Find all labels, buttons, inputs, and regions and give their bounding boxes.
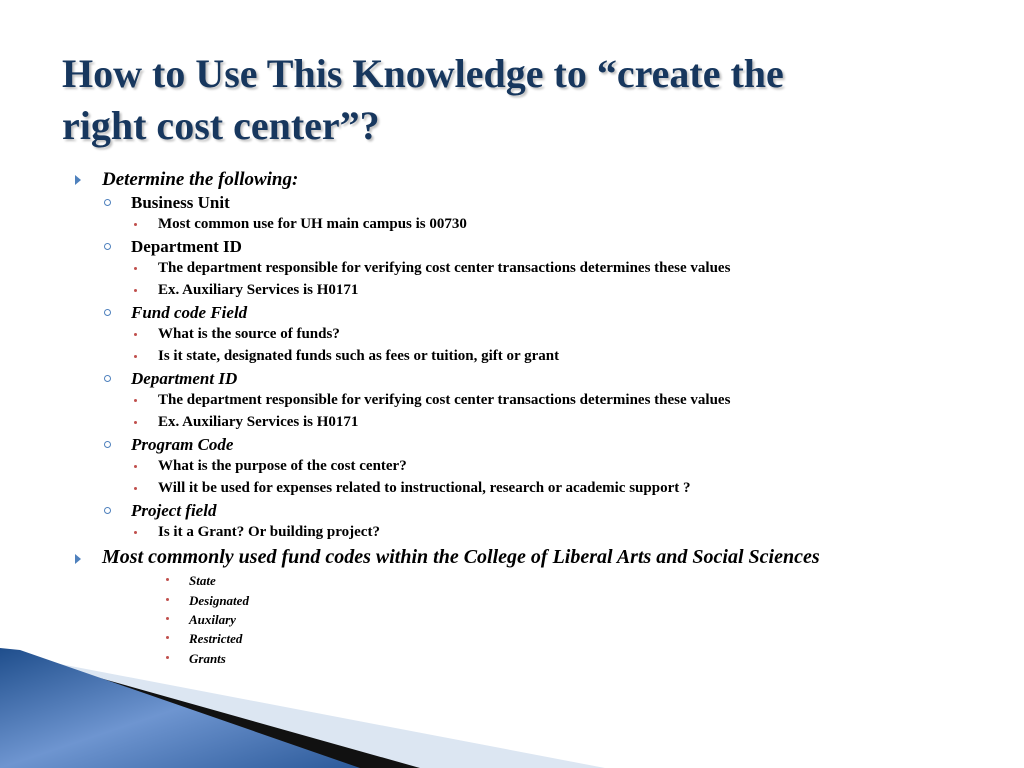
triangle-bullet-icon (75, 554, 81, 564)
circle-bullet-icon (104, 441, 111, 448)
triangle-bullet-icon (75, 175, 81, 185)
business-unit-label: Business Unit (131, 193, 230, 212)
dot-bullet-icon (166, 656, 169, 659)
dot-bullet-icon (134, 289, 137, 292)
fund-code-auxilary: Auxilary (189, 612, 236, 627)
dot-bullet-icon (166, 598, 169, 601)
department-id-label: Department ID (131, 237, 242, 256)
slide-title (62, 48, 962, 152)
fund-code-item: Is it state, designated funds such as fees or tuition, gift or grant (158, 348, 560, 364)
fund-code-state: State (189, 573, 216, 588)
department-id-item: Ex. Auxiliary Services is H0171 (158, 414, 359, 430)
business-unit-item: Most common use for UH main campus is 00730 (158, 216, 467, 232)
fund-codes-heading: Most commonly used fund codes within the College of Liberal Arts and Social Sciences (102, 546, 820, 568)
fund-code-label: Fund code Field (131, 303, 248, 322)
department-id-label: Department ID (131, 369, 238, 388)
circle-bullet-icon (104, 199, 111, 206)
dot-bullet-icon (166, 617, 169, 620)
circle-bullet-icon (104, 309, 111, 316)
dot-bullet-icon (166, 578, 169, 581)
department-id-item: Ex. Auxiliary Services is H0171 (158, 282, 359, 298)
fund-code-item: What is the source of funds? (158, 326, 340, 342)
department-id-item: The department responsible for verifying cost center transactions determines these values (158, 392, 731, 408)
determine-heading: Determine the following: (102, 169, 299, 190)
fund-code-restricted: Restricted (189, 631, 243, 646)
dot-bullet-icon (134, 465, 137, 468)
dot-bullet-icon (134, 333, 137, 336)
dot-bullet-icon (134, 421, 137, 424)
slide-title-line-2: right cost center”? (62, 103, 380, 148)
project-field-item: Is it a Grant? Or building project? (158, 524, 380, 540)
dot-bullet-icon (134, 223, 137, 226)
circle-bullet-icon (104, 507, 111, 514)
dot-bullet-icon (134, 399, 137, 402)
circle-bullet-icon (104, 243, 111, 250)
department-id-item: The department responsible for verifying cost center transactions determines these values (158, 260, 731, 276)
fund-code-designated: Designated (189, 593, 249, 608)
slide-title-line-1: How to Use This Knowledge to “create the (62, 51, 784, 96)
fund-code-grants: Grants (189, 651, 226, 666)
program-code-item: Will it be used for expenses related to instructional, research or academic support ? (158, 480, 691, 496)
dot-bullet-icon (134, 267, 137, 270)
dot-bullet-icon (134, 531, 137, 534)
project-field-label: Project field (131, 501, 217, 520)
program-code-item: What is the purpose of the cost center? (158, 458, 407, 474)
dot-bullet-icon (134, 487, 137, 490)
swoosh-blue-band (0, 648, 360, 768)
program-code-label: Program Code (131, 435, 234, 454)
dot-bullet-icon (166, 636, 169, 639)
dot-bullet-icon (134, 355, 137, 358)
circle-bullet-icon (104, 375, 111, 382)
